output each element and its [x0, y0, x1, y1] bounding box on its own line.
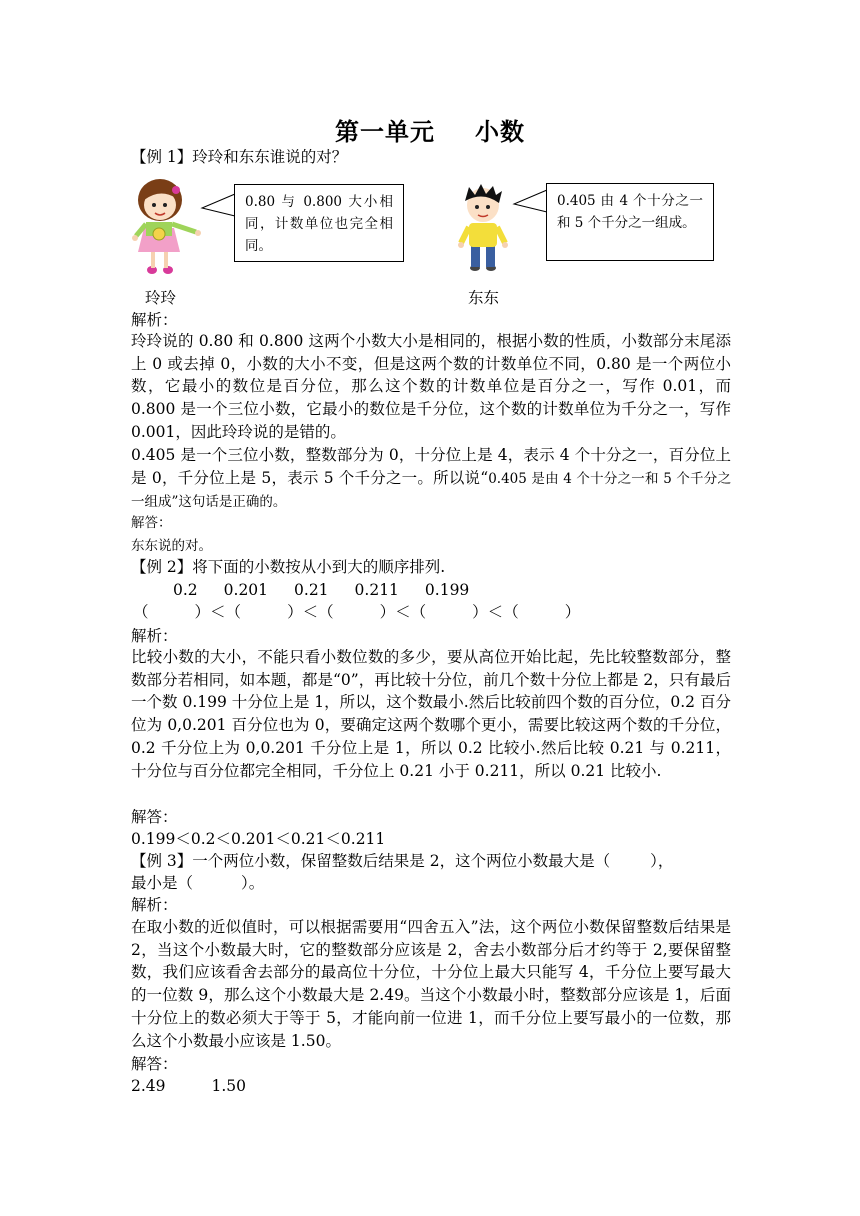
answer-label-3: 解答：	[131, 1055, 178, 1073]
title-topic: 小数	[475, 118, 525, 146]
number-item: 0.21	[294, 581, 329, 599]
example3-heading-line2: 最小是（ ）。	[131, 874, 265, 892]
name-dongdong: 东东	[468, 289, 500, 307]
answer-1: 东东说的对。	[131, 538, 212, 554]
speech-bubble-lingling: 0.80 与 0.800 大小相同，计数单位也完全相同。	[234, 184, 404, 262]
example2-numbers	[173, 579, 469, 601]
girl-illustration	[130, 178, 205, 278]
page-title	[0, 112, 860, 147]
answer-label-1: 解答：	[131, 515, 172, 531]
number-item: 0.2	[173, 581, 198, 599]
number-item: 0.211	[354, 581, 399, 599]
example3-heading-line1: 【例 3】一个两位小数，保留整数后结果是 2，这个两位小数最大是（ ），	[131, 852, 674, 870]
analysis-paragraph-2: 0.405 是一个三位小数，整数部分为 0，十分位上是 4，表示 4 个十分之一，百分位上是 0，千分位上是 5，表示 5 个千分之一。所以说“0.405 是由 4 个十分之一和 5 个千分之一组成”这句话是正确的。	[131, 446, 731, 511]
analysis-label-2: 解析：	[131, 627, 178, 645]
bubble-tail-lingling	[200, 190, 236, 220]
analysis-label-3: 解析：	[131, 896, 178, 914]
number-item: 0.199	[424, 581, 470, 599]
number-item: 0.201	[223, 581, 269, 599]
speech-bubble-dongdong: 0.405 由 4 个十分之一和 5 个千分之一组成。	[546, 183, 714, 261]
example1-heading: 【例 1】玲玲和东东谁说的对？	[131, 148, 348, 166]
example2-heading: 【例 2】将下面的小数按从小到大的顺序排列.	[131, 558, 446, 576]
analysis-paragraph-3: 比较小数的大小，不能只看小数位数的多少，要从高位开始比起，先比较整数部分，整数部分若相同，如本题，都是“0”，再比较十分位，前几个数十分位上都是 2，只有最后一个数 0.199 十分位上是 1，所以，这个数最小.然后比较前四个数的百分位，0.2 百分位为 0,0.201 百分位也为 0，要确定这两个数哪个更小，需要比较这两个数的千分位，0.2 千分位上为 0,0.201 千分位上是 1，所以 0.2 比较小.然后比较 0.21 与 0.211，十分位与百分位都完全相同，千分位上 0.21 小于 0.211，所以 0.21 比较小.	[131, 648, 731, 780]
answer-3: 2.49 1.50	[131, 1077, 247, 1095]
title-unit: 第一单元	[335, 118, 435, 146]
ordering-blanks: （ ）＜（ ）＜（ ）＜（ ）＜（ ）	[133, 603, 581, 621]
bubble-tail-dongdong	[512, 186, 548, 216]
analysis-paragraph-1: 玲玲说的 0.80 和 0.800 这两个小数大小是相同的，根据小数的性质，小数部分末尾添上 0 或去掉 0，小数的大小不变，但是这两个数的计数单位不同，0.80 是一个两位小数，它最小的数位是百分位，那么这个数的计数单位是百分之一，写作 0.01，而 0.800 是一个三位小数，它最小的数位是千分位，这个数的计数单位为千分之一，写作 0.001，因此玲玲说的是错的。	[131, 332, 731, 441]
analysis-paragraph-4: 在取小数的近似值时，可以根据需要用“四舍五入”法，这个两位小数保留整数后结果是 2，当这个小数最大时，它的整数部分应该是 2，舍去小数部分后才约等于 2,要保留整数，我们应该看舍去部分的最高位十分位，十分位上最大只能写 4，千分位上要写最大的一位数 9，那么这个小数最大是 2.49。当这个小数最小时，整数部分应该是 1，后面十分位上的数必须大于等于 5，才能向前一位进 1，而千分位上要写最小的一位数，那么这个小数最小应该是 1.50。	[131, 918, 731, 1050]
answer-2: 0.199＜0.2＜0.201＜0.21＜0.211	[131, 830, 386, 848]
name-lingling: 玲玲	[145, 289, 177, 307]
answer-label-2: 解答：	[131, 808, 178, 826]
boy-illustration	[455, 183, 511, 273]
analysis-label-1: 解析：	[131, 311, 178, 329]
